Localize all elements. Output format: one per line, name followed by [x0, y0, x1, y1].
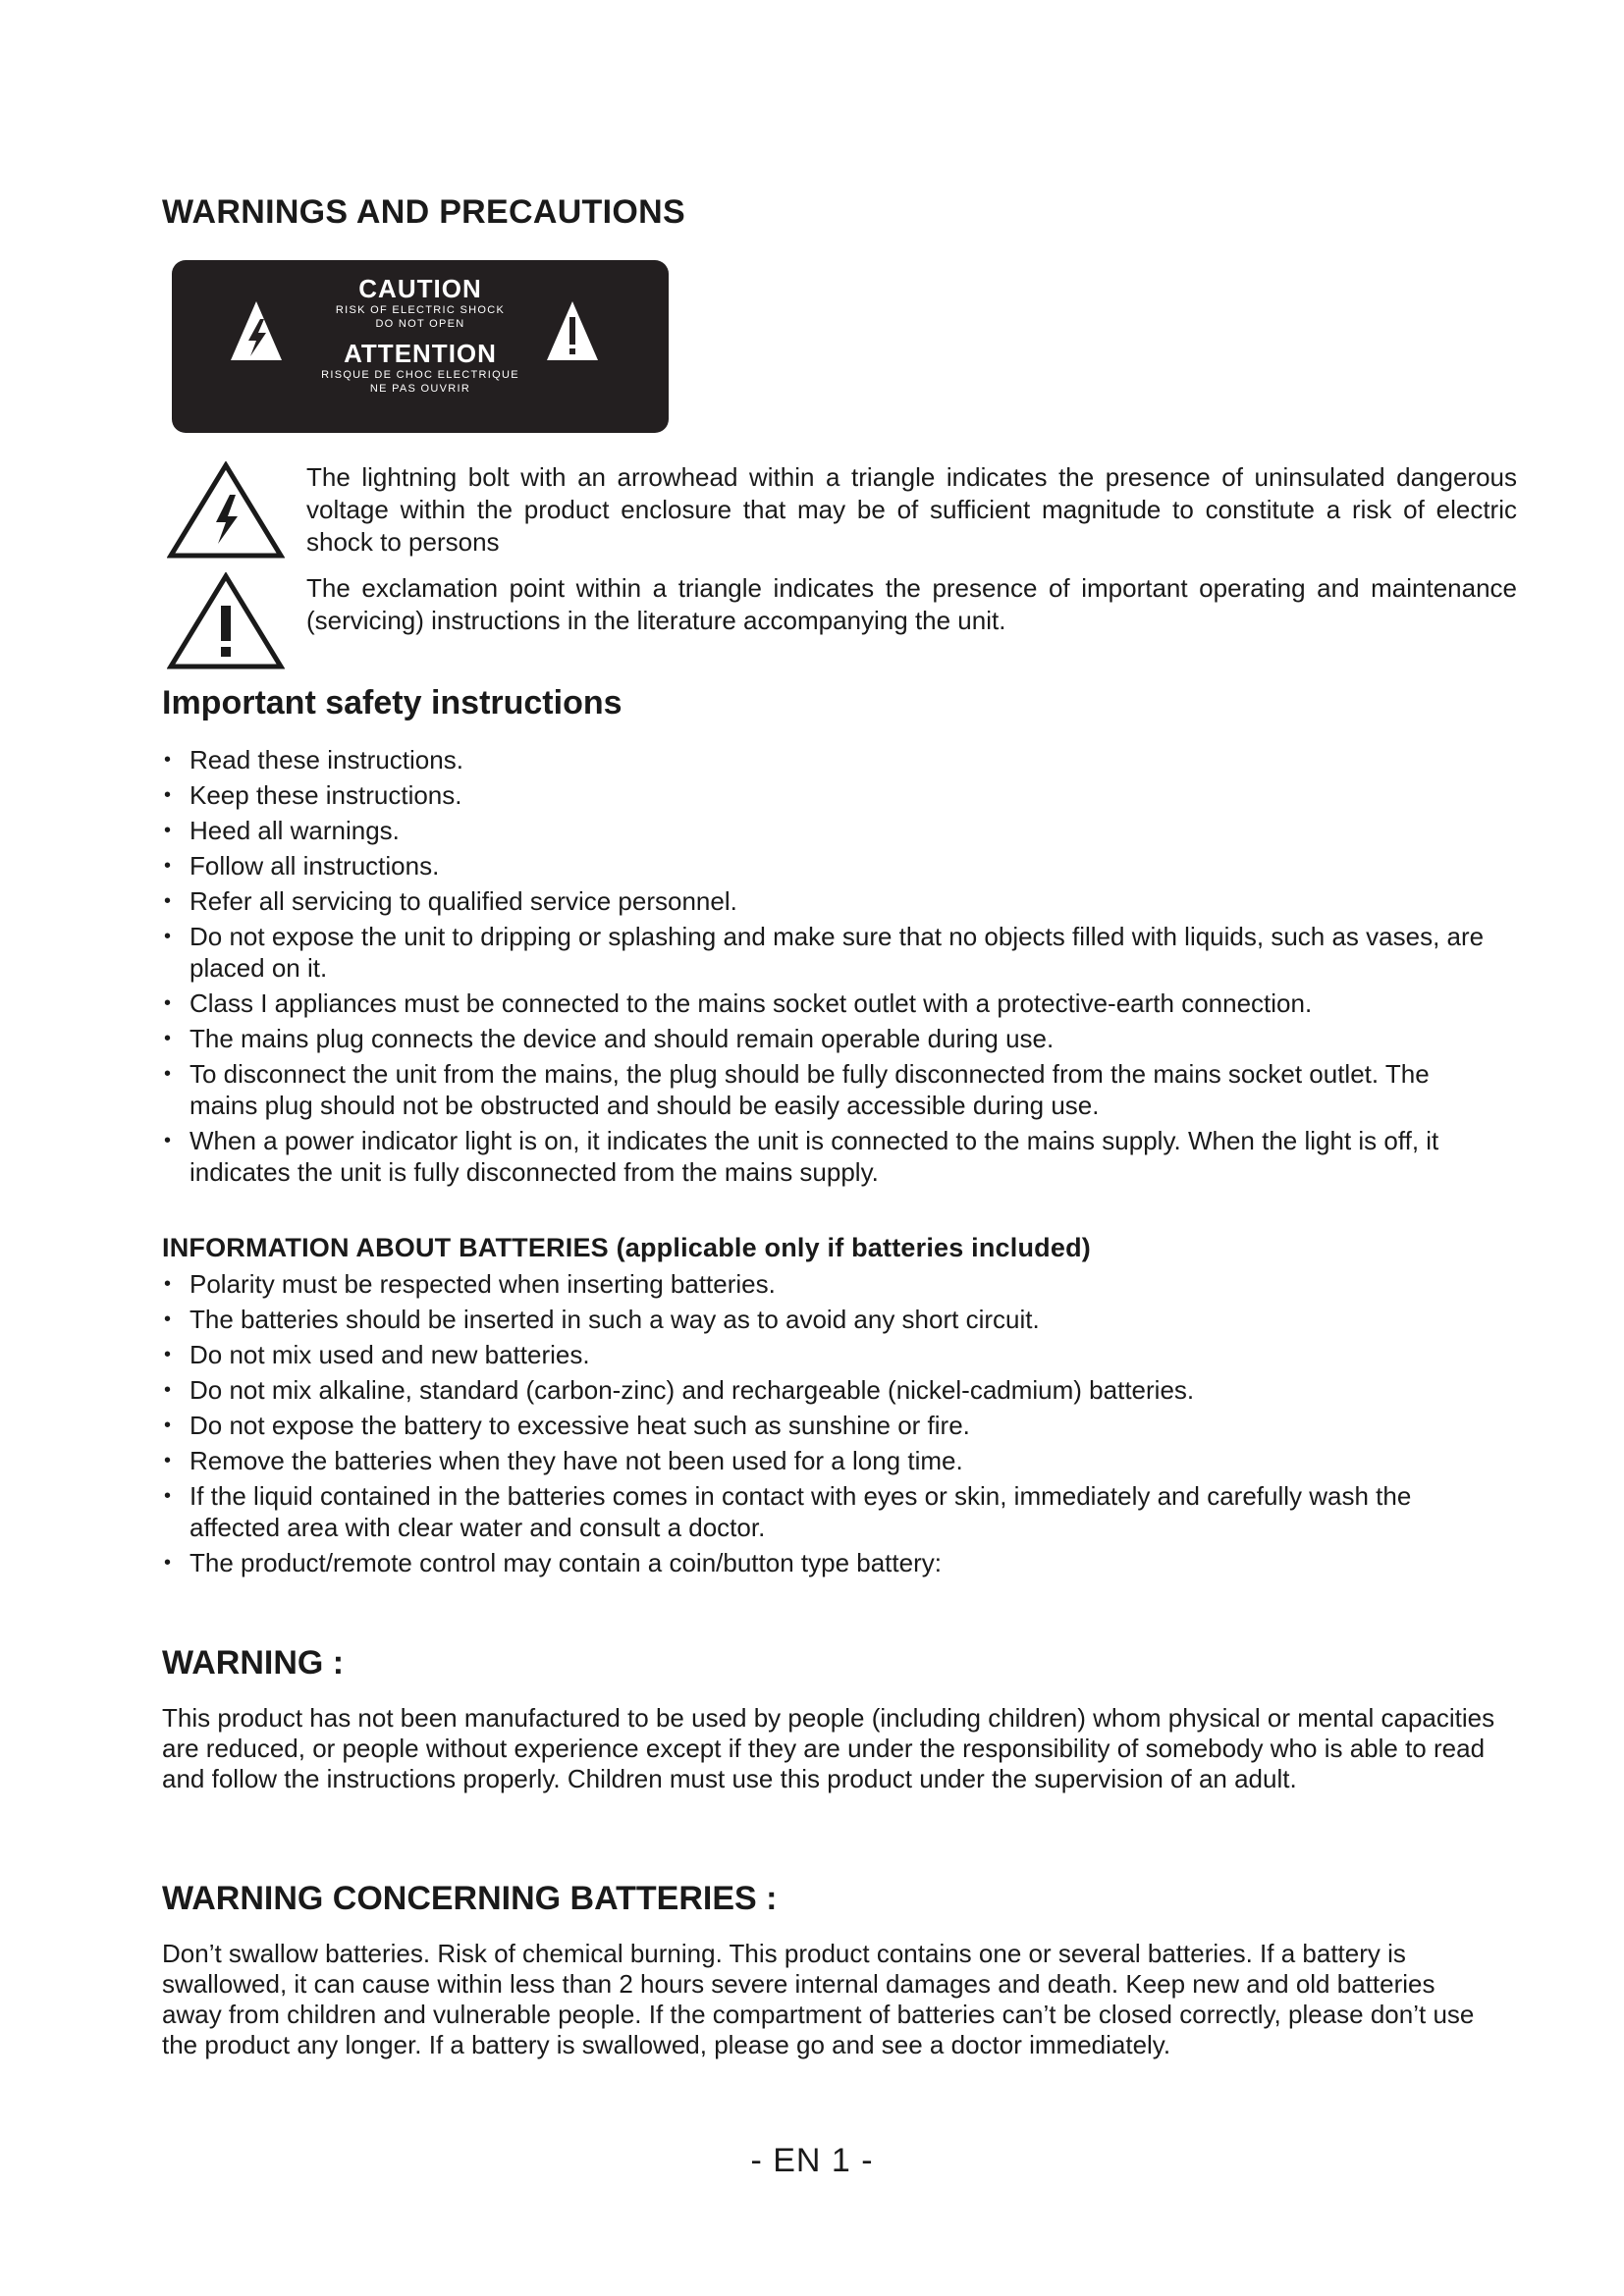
list-item: • Remove the batteries when they have not been used for a long time. — [164, 1446, 963, 1475]
batteries-info-list — [162, 1268, 1488, 1582]
lightning-bolt-triangle-icon — [167, 461, 285, 560]
page-number: - EN 1 - — [750, 2142, 874, 2179]
list-item: • Do not mix alkaline, standard (carbon-zinc) and rechargeable (nickel-cadmium) batteries. — [164, 1375, 1195, 1405]
warning-text: This product has not been manufactured to be used by people (including children) whom physical or mental capacities are reduced, or people without experience except if they are under the responsibility of somebody who is able to read and follow the instructions properly. Children must use this product under the supervision of an adult. — [162, 1703, 1495, 1793]
warning-batteries-text: Don’t swallow batteries. Risk of chemical burning. This product contains one or several batteries. If a battery is swallowed, it can cause within less than 2 hours severe internal damages and death. Keep new and old batteries away from children and vulnerable people. If the compartment of batteries can’t be closed correctly, please don’t use the product any longer. If a battery is swallowed, please go and see a doctor immediately. — [162, 1939, 1475, 2059]
list-item: • Follow all instructions. — [164, 851, 440, 881]
exclamation-point-triangle-icon — [167, 572, 285, 670]
batteries-info-title: INFORMATION ABOUT BATTERIES (applicable only if batteries included) — [162, 1233, 1091, 1262]
caution-text-block — [290, 274, 551, 396]
list-item: • Polarity must be respected when inserting batteries. — [164, 1269, 776, 1299]
lightning-symbol-text: The lightning bolt with an arrowhead within a triangle indicates the presence of uninsulated dangerous voltage within the product enclosure that may be of sufficient magnitude to constitute a risk of electric shock to persons — [306, 462, 1517, 557]
list-item: • When a power indicator light is on, it indicates the unit is connected to the mains supply. When the light is off, it indicates the unit is fully disconnected from the mains supply. — [164, 1126, 1439, 1187]
list-item: • Read these instructions. — [164, 745, 463, 774]
list-item: • Class I appliances must be connected to the mains socket outlet with a protective-earth connection. — [164, 988, 1313, 1018]
warning-title: WARNING : — [162, 1644, 345, 1682]
attention-heading: ATTENTION — [344, 339, 497, 368]
list-item: • The mains plug connects the device and should remain operable during use. — [164, 1024, 1055, 1053]
list-item: • The product/remote control may contain a coin/button type battery: — [164, 1548, 942, 1577]
attention-line-risque: RISQUE DE CHOC ELECTRIQUE — [321, 369, 519, 381]
list-item: • Keep these instructions. — [164, 780, 462, 810]
caution-label — [172, 260, 669, 433]
lightning-triangle-icon — [229, 299, 284, 364]
list-item: • Do not mix used and new batteries. — [164, 1340, 590, 1369]
exclamation-symbol-text: The exclamation point within a triangle indicates the presence of important operating and maintenance (servicing) instructions in the literature accompanying the unit. — [306, 573, 1517, 635]
exclamation-symbol-row — [162, 572, 1517, 670]
safety-instructions-list — [162, 744, 1488, 1192]
attention-line-ne-pas-ouvrir: NE PAS OUVRIR — [369, 383, 471, 395]
page-title: WARNINGS AND PRECAUTIONS — [162, 193, 685, 231]
safety-instructions-title: Important safety instructions — [162, 684, 623, 721]
caution-line-do-not-open: DO NOT OPEN — [375, 318, 465, 330]
list-item: • If the liquid contained in the batteries comes in contact with eyes or skin, immediately and carefully wash the affected area with clear water and consult a doctor. — [164, 1481, 1412, 1542]
warning-batteries-title: WARNING CONCERNING BATTERIES : — [162, 1880, 778, 1917]
list-item: • The batteries should be inserted in such a way as to avoid any short circuit. — [164, 1305, 1040, 1334]
list-item: • Do not expose the unit to dripping or splashing and make sure that no objects filled with liquids, such as vases, are placed on it. — [164, 922, 1485, 983]
list-item: • Heed all warnings. — [164, 816, 400, 845]
caution-heading: CAUTION — [358, 274, 482, 303]
exclamation-triangle-icon — [545, 299, 600, 364]
caution-line-risk: RISK OF ELECTRIC SHOCK — [335, 304, 506, 316]
list-item: • Do not expose the battery to excessive heat such as sunshine or fire. — [164, 1411, 970, 1440]
list-item: • To disconnect the unit from the mains, the plug should be fully disconnected from the mains socket outlet. The mains plug should not be obstructed and should be easily accessible during use. — [164, 1059, 1430, 1120]
list-item: • Refer all servicing to qualified service personnel. — [164, 886, 737, 916]
lightning-symbol-row — [162, 461, 1517, 560]
